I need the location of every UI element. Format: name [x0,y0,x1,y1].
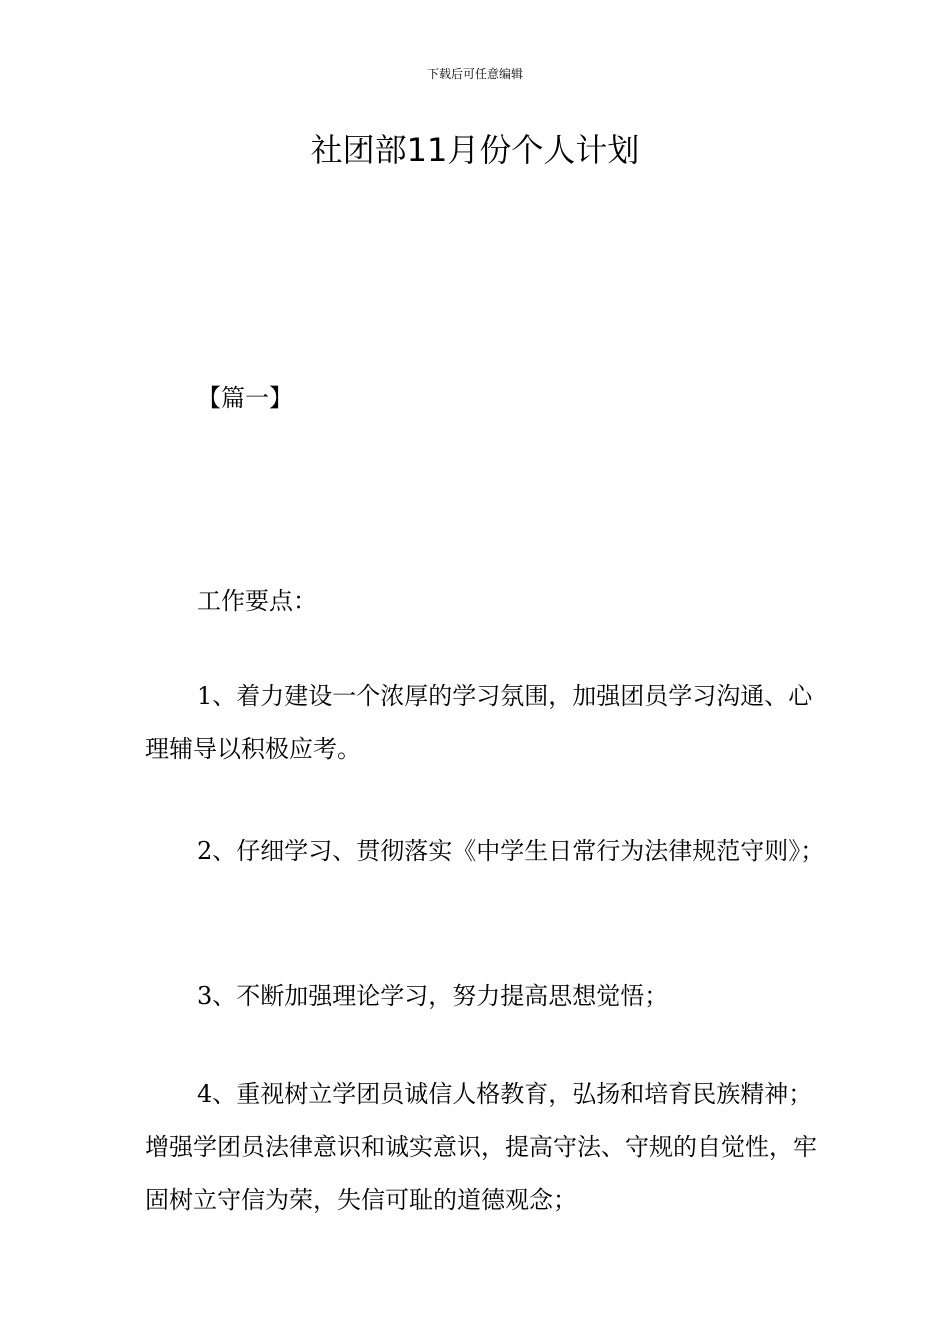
intro-paragraph: 工作要点： [197,587,317,615]
document-title: 社团部11月份个人计划 [310,131,640,169]
list-item: 2、仔细学习、贯彻落实《中学生日常行为法律规范守则》； [197,837,825,865]
header-note: 下载后可任意编辑 [426,67,523,81]
list-item: 4、重视树立学团员诚信人格教育，弘扬和培育民族精神；增强学团员法律意识和诚实意识，提高守法、守规的自觉性，牢固树立守信为荣，失信可耻的道德观念； [145,1080,817,1214]
section-heading: 【篇一】 [197,384,293,412]
list-item: 1、着力建设一个浓厚的学习氛围，加强团员学习沟通、心理辅导以积极应考。 [145,682,813,763]
list-item: 3、不断加强理论学习，努力提高思想觉悟； [197,982,669,1010]
